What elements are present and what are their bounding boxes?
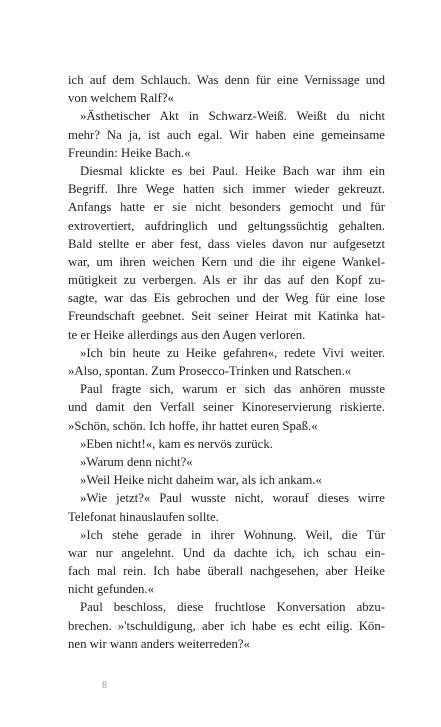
text-line: war, um ihren weichen Kern und die ihr eigene Wankel- xyxy=(68,254,385,269)
page-number: 8 xyxy=(102,680,107,691)
text-line: Freundin: Heike Bach.« xyxy=(68,145,191,160)
text-line: »Ich bin heute zu Heike gefahren«, redete Vivi weiter. xyxy=(80,345,385,360)
text-line: Freundschaft geebnet. Seit seiner Heirat mit Katinka hat- xyxy=(68,309,385,324)
book-page-text xyxy=(68,71,385,653)
text-line: nicht gefunden.« xyxy=(68,582,154,597)
text-line: »Ästhetischer Akt in Schwarz-Weiß. Weißt du nicht xyxy=(80,109,385,124)
text-line: Bald stellte er aber fest, dass vieles davon nur aufgesetzt xyxy=(68,236,385,251)
text-line: war nur angelehnt. Und da dachte ich, ich schau ein- xyxy=(68,545,385,560)
text-line: »Schön, schön. Ich hoffe, ihr hattet euren Spaß.« xyxy=(68,418,318,433)
text-line: Diesmal klickte es bei Paul. Heike Bach war ihm ein xyxy=(80,163,385,178)
text-line: »Weil Heike nicht daheim war, als ich ankam.« xyxy=(80,473,322,488)
text-line: Paul fragte sich, warum er sich das anhören musste xyxy=(80,382,385,397)
text-line: nen wir wann anders weiterreden?« xyxy=(68,636,250,651)
text-line: »Warum denn nicht?« xyxy=(80,454,193,469)
text-line: »Eben nicht!«, kam es nervös zurück. xyxy=(80,436,273,451)
text-line: und damit den Verfall seiner Kinoreservierung riskierte. xyxy=(68,400,385,415)
text-line: »Ich stehe gerade in ihrer Wohnung. Weil, die Tür xyxy=(80,527,385,542)
text-line: Anfangs hatte er sie nicht besonders gemocht und für xyxy=(68,200,385,215)
text-line: sagte, war das Eis gebrochen und der Weg für eine lose xyxy=(68,291,385,306)
text-line: mütigkeit zu verbergen. Als er ihr das auf den Kopf zu- xyxy=(68,273,385,288)
text-line: von welchem Ralf?« xyxy=(68,91,174,106)
text-line: te er Heike allerdings aus den Augen verloren. xyxy=(68,327,306,342)
text-line: ich auf dem Schlauch. Was denn für eine Vernissage und xyxy=(68,73,385,87)
text-line: Begriff. Ihre Wege hatten sich immer wieder gekreuzt. xyxy=(68,182,385,197)
text-line: Paul beschloss, diese fruchtlose Konversation abzu- xyxy=(80,600,385,615)
text-line: fach mal rein. Ich habe überall nachgesehen, aber Heike xyxy=(68,564,385,579)
text-line: brechen. »'tschuldigung, aber ich habe es echt eilig. Kön- xyxy=(68,618,385,633)
text-line: »Wie jetzt?« Paul wusste nicht, worauf dieses wirre xyxy=(80,491,385,506)
text-line: Telefonat hinauslaufen sollte. xyxy=(68,509,219,524)
text-line: mehr? Na ja, ist auch egal. Wir haben eine gemeinsame xyxy=(68,127,385,142)
text-line: extrovertiert, aufdringlich und geltungssüchtig gehalten. xyxy=(68,218,385,233)
text-line: »Also, spontan. Zum Prosecco-Trinken und Ratschen.« xyxy=(68,364,352,378)
